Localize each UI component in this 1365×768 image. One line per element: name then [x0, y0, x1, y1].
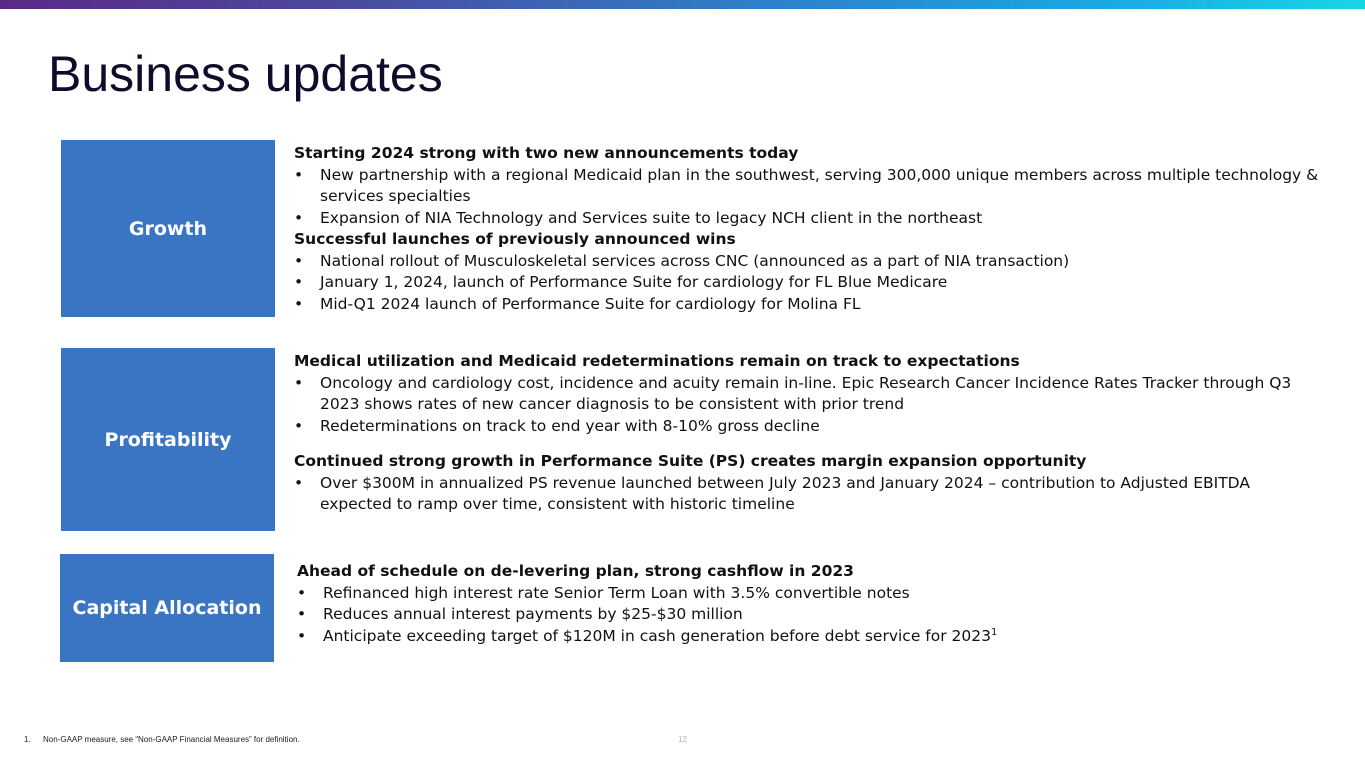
growth-heading-1: Starting 2024 strong with two new announcements today — [294, 144, 799, 162]
list-item: • Anticipate exceeding target of $120M in cash generation before debt service for 2023$^1$ — [297, 626, 1327, 648]
page-title: Business updates — [48, 46, 443, 102]
bullet-icon: • — [294, 373, 304, 392]
list-item: • New partnership with a regional Medicaid plan in the southwest, serving 300,000 unique members across multiple technology & services specialties — [294, 165, 1319, 205]
growth-section — [294, 143, 1324, 315]
capital-allocation-label: Capital Allocation — [72, 597, 262, 619]
footnote — [24, 735, 300, 744]
bullet-icon: • — [294, 273, 304, 291]
capital-allocation-category-box — [60, 554, 274, 662]
profitability-heading-1: Medical utilization and Medicaid redeterminations remain on track to expectations — [294, 352, 1020, 370]
growth-label: Growth — [128, 217, 208, 240]
bullet-icon: • — [294, 473, 304, 492]
bullet-icon: • — [294, 251, 304, 270]
growth-heading-2: Successful launches of previously announced wins — [294, 230, 736, 248]
bullet-icon: • — [297, 605, 307, 623]
bullet-icon: • — [297, 583, 307, 602]
page-number: 12 — [678, 735, 687, 744]
footnote-text: Non-GAAP measure, see “Non-GAAP Financial Measures” for definition. — [43, 735, 300, 744]
gradient-header-bar — [0, 0, 1365, 9]
list-item: • National rollout of Musculoskeletal services across CNC (announced as a part of NIA transaction) — [294, 251, 1324, 273]
list-item: • Redeterminations on track to end year with 8-10% gross decline — [294, 416, 1324, 438]
profitability-category-box — [61, 348, 275, 531]
profitability-label: Profitability — [104, 428, 232, 451]
profitability-heading-2: Continued strong growth in Performance Suite (PS) creates margin expansion opportunity — [294, 452, 1087, 470]
footnote-reference: 1 — [990, 626, 998, 638]
list-item: • Over $300M in annualized PS revenue launched between July 2023 and January 2024 – contribution to Adjusted EBITDA expected to ramp over time, consistent with historic timeline — [294, 473, 1250, 513]
list-item: • January 1, 2024, launch of Performance Suite for cardiology for FL Blue Medicare — [294, 272, 1324, 294]
list-item: • Mid-Q1 2024 launch of Performance Suite for cardiology for Molina FL — [294, 294, 1324, 316]
growth-category-box — [61, 140, 275, 317]
bullet-icon: • — [294, 416, 304, 435]
list-item: • Reduces annual interest payments by $25-$30 million — [297, 604, 1327, 626]
capital-allocation-section — [297, 561, 1327, 647]
capital-allocation-heading-1: Ahead of schedule on de-levering plan, strong cashflow in 2023 — [297, 562, 854, 580]
list-item: • Expansion of NIA Technology and Services suite to legacy NCH client in the northeast — [294, 208, 1324, 230]
bullet-icon: • — [297, 626, 307, 645]
footnote-number: 1. — [24, 735, 31, 744]
bullet-icon: • — [294, 208, 304, 227]
list-item: • Oncology and cardiology cost, incidence and acuity remain in-line. Epic Research Cancer Incidence Rates Tracker through Q3 2023 shows rates of new cancer diagnosis to be consistent with prior trend — [294, 373, 1292, 413]
bullet-icon: • — [294, 294, 304, 313]
bullet-icon: • — [294, 165, 304, 184]
list-item: • Refinanced high interest rate Senior Term Loan with 3.5% convertible notes — [297, 583, 1327, 605]
profitability-section — [294, 351, 1324, 516]
